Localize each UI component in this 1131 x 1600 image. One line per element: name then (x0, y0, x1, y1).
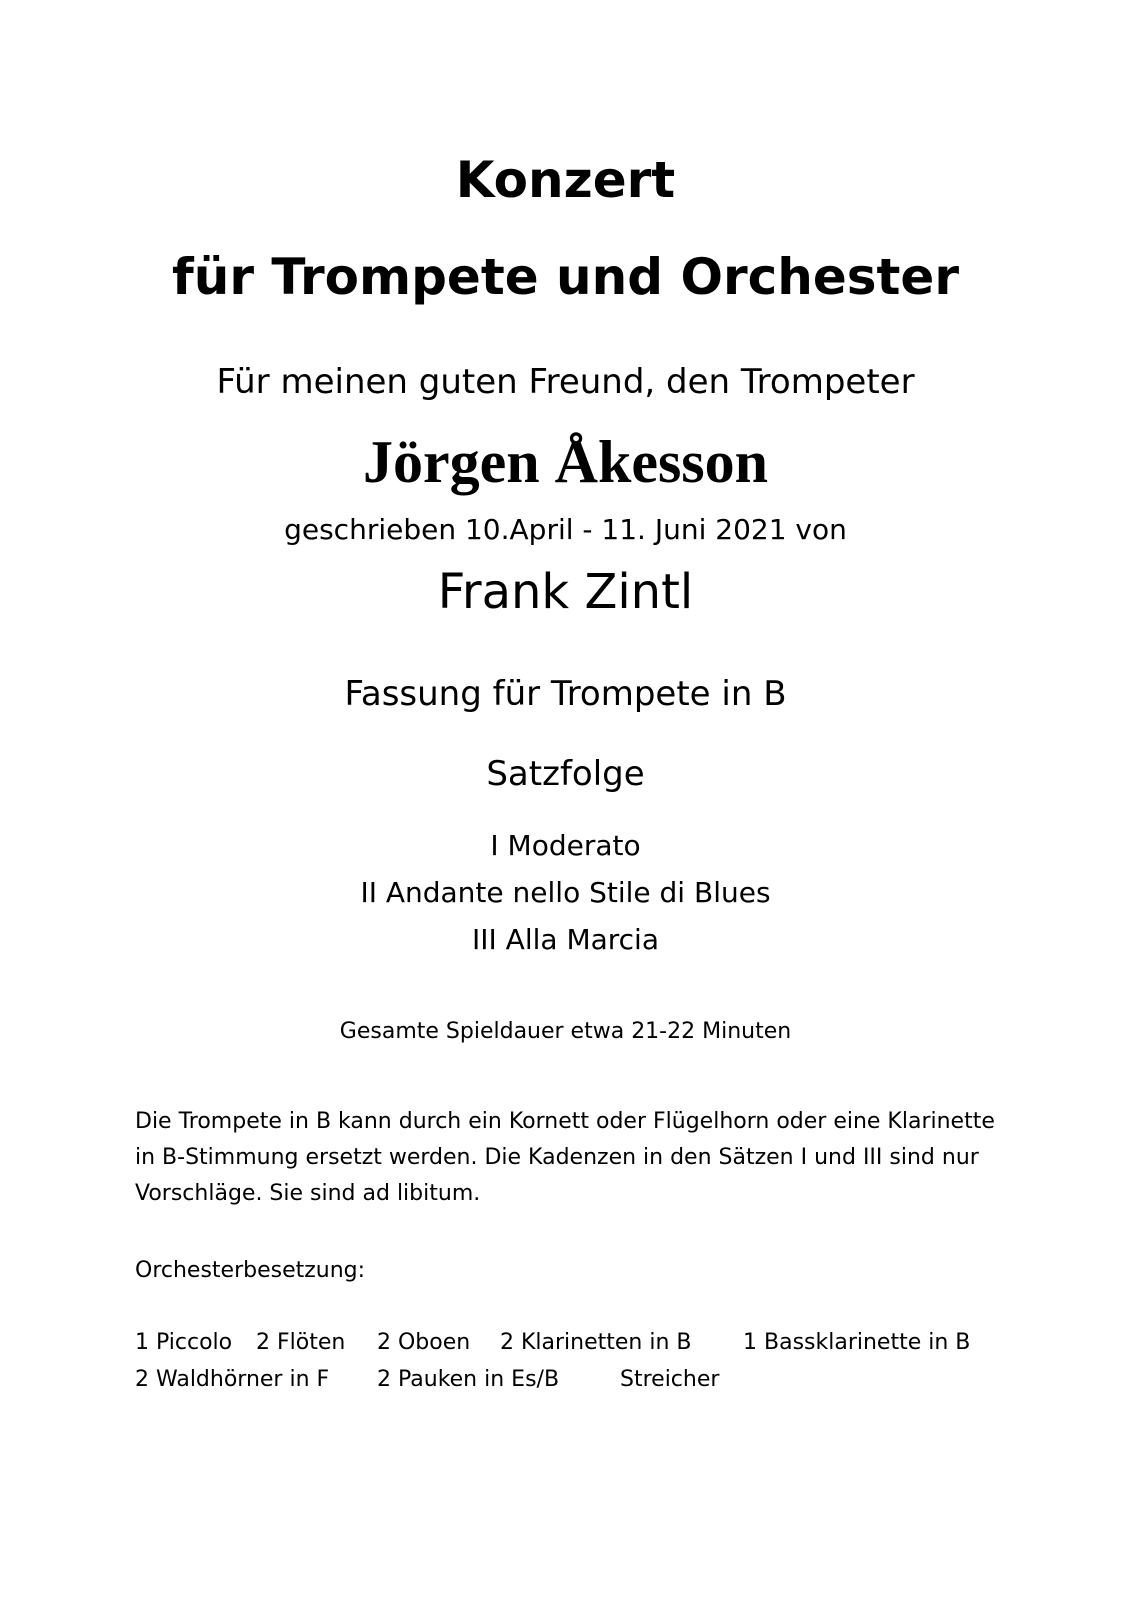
instrument-item: Streicher (620, 1367, 720, 1392)
notes-line: in B-Stimmung ersetzt werden. Die Kadenzen in den Sätzen I und III sind nur (135, 1145, 979, 1170)
instrument-item: 2 Klarinetten in B (500, 1330, 692, 1355)
version-note: Fassung für Trompete in B (344, 674, 787, 714)
movement-item: II Andante nello Stile di Blues (360, 876, 771, 909)
instrument-item: 1 Piccolo (135, 1330, 233, 1355)
instrument-item: 2 Waldhörner in F (135, 1367, 330, 1392)
dedication: Für meinen guten Freund, den Trompeter (216, 362, 915, 402)
title-line-1: Konzert (455, 151, 676, 209)
dedicatee-name: Jörgen Åkesson (362, 429, 769, 495)
movements-heading: Satzfolge (486, 754, 645, 794)
instrument-item: 1 Bassklarinette in B (743, 1330, 971, 1355)
instrument-item: 2 Flöten (256, 1330, 346, 1355)
movement-item: III Alla Marcia (472, 923, 659, 956)
instrument-item: 2 Pauken in Es/B (377, 1367, 560, 1392)
notes-line: Die Trompete in B kann durch ein Kornett oder Flügelhorn oder eine Klarinette (135, 1109, 995, 1134)
total-duration: Gesamte Spieldauer etwa 21-22 Minuten (339, 1019, 792, 1044)
written-date: geschrieben 10.April - 11. Juni 2021 von (284, 513, 847, 546)
title-line-2: für Trompete und Orchester (172, 248, 959, 306)
instrumentation-notes (135, 1104, 995, 1212)
movement-item: I Moderato (490, 829, 641, 862)
notes-line: Vorschläge. Sie sind ad libitum. (135, 1181, 481, 1206)
orchestra-heading: Orchesterbesetzung: (135, 1258, 366, 1283)
composer-name: Frank Zintl (437, 564, 694, 620)
instrument-item: 2 Oboen (377, 1330, 471, 1355)
